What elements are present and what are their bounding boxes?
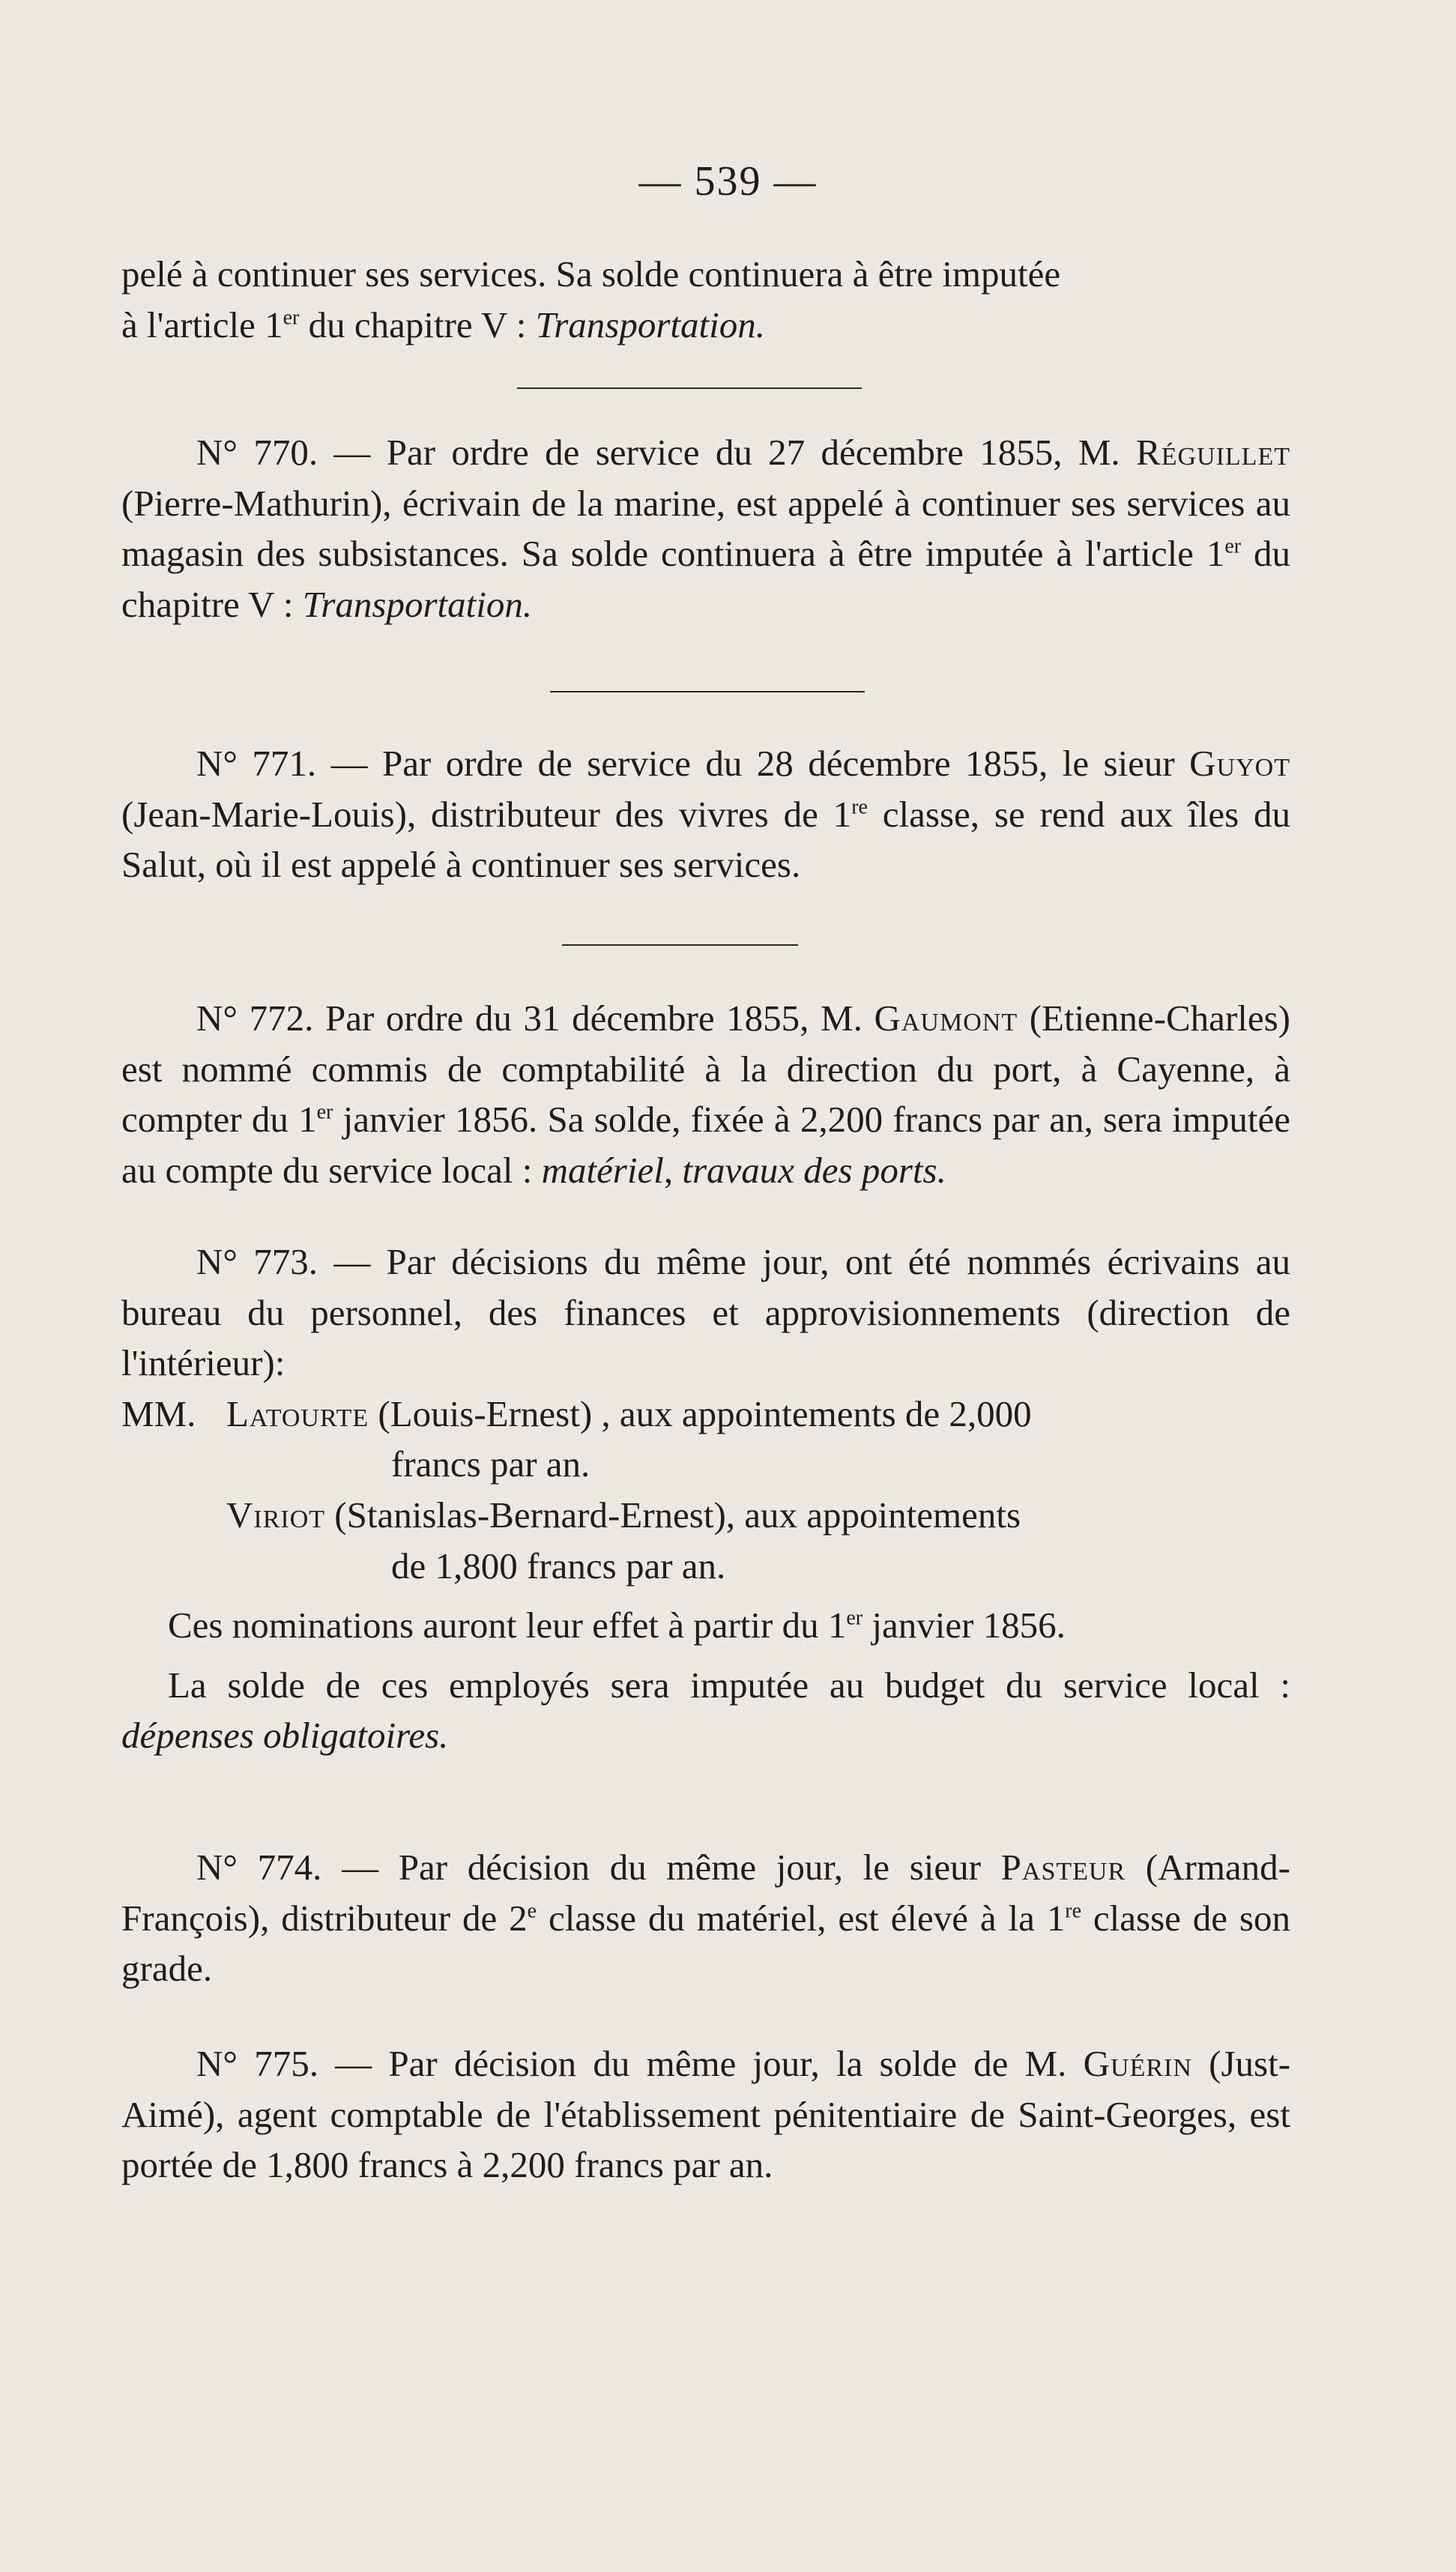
superscript: re xyxy=(1065,1899,1082,1923)
entry-number: N° 774. xyxy=(196,1847,322,1888)
entry-text: (Etienne-Charles) est nommé commis de comptabilité à la direction du port, à Cayenne, à compter du 1 xyxy=(121,997,1290,1141)
entry-text: du chapitre V : xyxy=(121,533,1290,625)
person-name: Réguillet xyxy=(1136,432,1290,473)
entry-770 xyxy=(121,427,1290,630)
entry-text: — Par décisions du même jour, ont été nommés écrivains au bureau du personnel, des finances et approvisionnements (direction de l'intérieur): xyxy=(121,1241,1290,1384)
opening-line-2-italic: Transportation. xyxy=(535,304,766,345)
appointment-continuation: francs par an. xyxy=(391,1443,590,1485)
page-number: — 539 — xyxy=(638,158,818,205)
entry-number: N° 773. xyxy=(196,1241,318,1282)
appointment-text: (Louis-Ernest) , aux appointements de 2,000 xyxy=(369,1392,1032,1434)
person-name: Guérin xyxy=(1083,2043,1192,2084)
opening-line-2-sup: er xyxy=(283,306,300,330)
entry-771 xyxy=(121,738,1290,890)
person-name: Viriot xyxy=(226,1494,326,1536)
entry-774 xyxy=(121,1842,1290,1994)
entry-773 xyxy=(121,1237,1290,1761)
entry-text: classe, se rend aux îles du Salut, où il est appelé à continuer ses services. xyxy=(121,793,1290,886)
opening-line-2-prefix: à l'article 1 xyxy=(121,304,283,345)
opening-line-1: pelé à continuer ses services. Sa solde continuera à être imputée xyxy=(121,253,1061,295)
mm-label: MM. xyxy=(121,1392,196,1434)
entry-text: — Par décision du même jour, le sieur xyxy=(321,1847,1001,1888)
effective-date-notice: Ces nominations auront leur effet à partir du 1er janvier 1856. xyxy=(168,1605,1066,1646)
superscript: er xyxy=(1224,534,1242,558)
superscript: er xyxy=(316,1100,333,1124)
entry-772 xyxy=(121,993,1290,1195)
entry-text: (Just-Aimé), agent comptable de l'établissement pénitentiaire de Saint-Georges, est portée de 1,800 francs à 2,200 francs par an. xyxy=(121,2043,1291,2186)
entry-number: N° 772. xyxy=(196,997,314,1039)
entry-text: janvier 1856. Sa solde, fixée à 2,200 francs par an, sera imputée au compte du service local : xyxy=(121,1099,1291,1191)
opening-paragraph xyxy=(121,249,1290,350)
entry-number: N° 771. xyxy=(196,743,317,784)
italic-text: matériel xyxy=(541,1149,664,1191)
entry-text: , xyxy=(663,1149,683,1191)
superscript: e xyxy=(527,1899,537,1923)
section-divider xyxy=(517,387,862,389)
opening-line-2-suffix: du chapitre V : xyxy=(299,304,536,345)
entry-number: N° 775. xyxy=(196,2043,318,2084)
entry-text: — Par décision du même jour, la solde de M. xyxy=(318,2043,1084,2084)
section-divider xyxy=(562,944,798,946)
entry-text: — Par ordre de service du 28 décembre 1855, le sieur xyxy=(316,743,1190,784)
entry-775 xyxy=(121,2038,1290,2191)
superscript: re xyxy=(851,795,868,819)
appointment-viriot xyxy=(121,1490,1290,1591)
italic-text: travaux des ports. xyxy=(682,1149,946,1191)
person-name: Pasteur xyxy=(1000,1847,1126,1888)
appointment-continuation: de 1,800 francs par an. xyxy=(391,1545,726,1587)
budget-notice: La solde de ces employés sera imputée au budget du service local : dépenses obligatoires. xyxy=(121,1664,1290,1757)
entry-text: — Par ordre de service du 27 décembre 1855, M. xyxy=(318,432,1137,473)
entry-text: (Jean-Marie-Louis), distributeur des vivres de 1 xyxy=(121,793,852,835)
person-name: Gaumont xyxy=(874,997,1018,1039)
entry-text: (Armand-François), distributeur de 2 xyxy=(121,1847,1290,1939)
entry-text: classe de son grade. xyxy=(121,1897,1290,1990)
entry-text: Par ordre du 31 décembre 1855, M. xyxy=(313,997,874,1039)
person-name: Latourte xyxy=(226,1392,369,1434)
appointment-latourte xyxy=(121,1389,1290,1490)
entry-number: N° 770. xyxy=(196,432,318,473)
person-name: Guyot xyxy=(1189,743,1290,784)
section-divider xyxy=(550,691,865,692)
appointment-text: (Stanislas-Bernard-Ernest), aux appointements xyxy=(325,1494,1021,1536)
italic-text: Transportation. xyxy=(302,583,533,625)
entry-text: (Pierre-Mathurin), écrivain de la marine, est appelé à continuer ses services au magasin des subsistances. Sa solde continuera à être imputée à l'article 1 xyxy=(121,482,1290,575)
entry-text: classe du matériel, est élevé à la 1 xyxy=(537,1897,1066,1939)
